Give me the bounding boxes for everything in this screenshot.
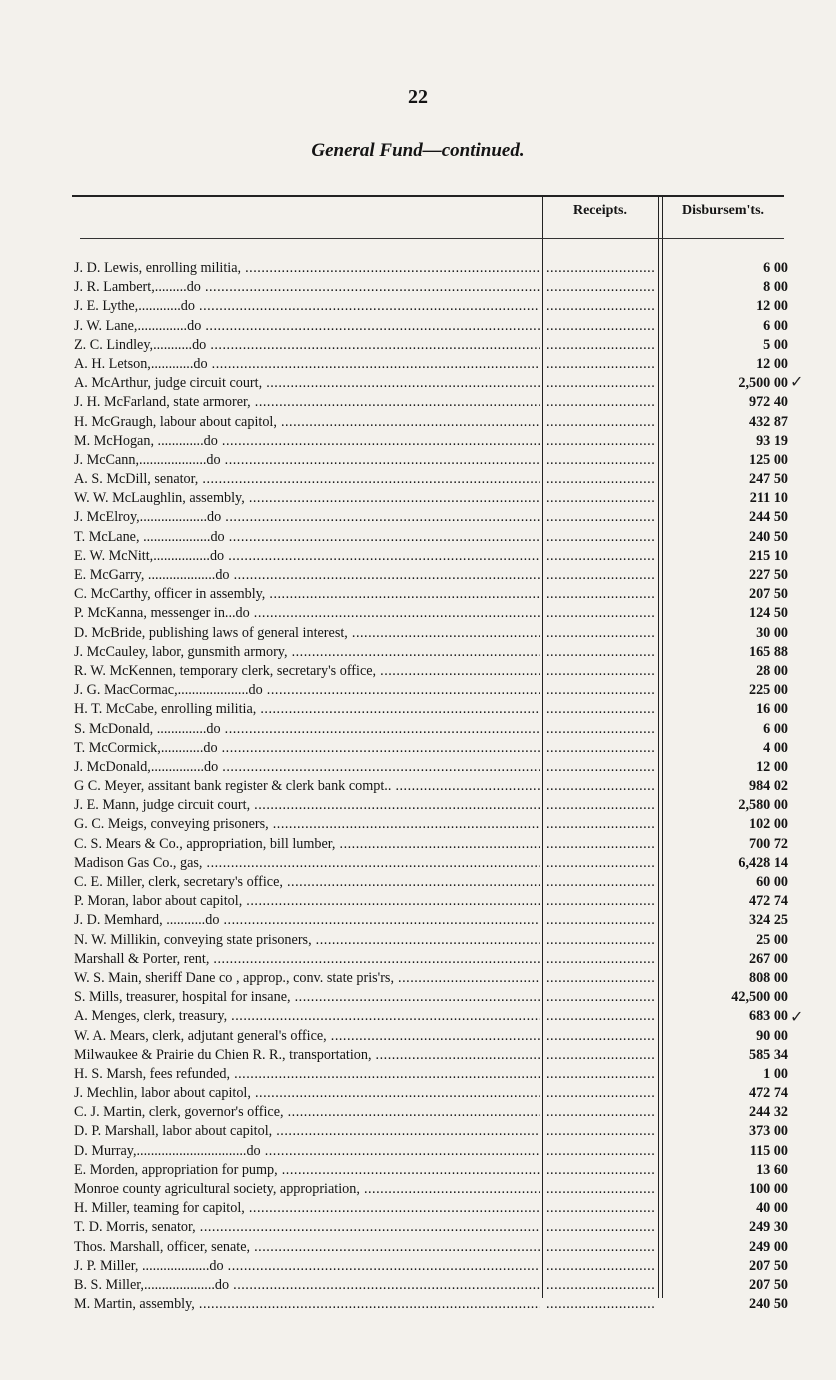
disbursement-amount: 100 00 bbox=[748, 1181, 788, 1197]
receipts-cell bbox=[546, 1295, 656, 1314]
table-row bbox=[0, 911, 836, 930]
payee-name: H. McGraugh, labour about capitol, ..... bbox=[74, 413, 540, 432]
table-row bbox=[0, 681, 836, 700]
receipts-cell bbox=[546, 317, 656, 336]
receipts-cell bbox=[546, 854, 656, 873]
payee-name: J. P. Miller, ...................do ..... bbox=[74, 1257, 540, 1276]
receipts-cell bbox=[546, 297, 656, 316]
payee-name: D. McBride, publishing laws of general interest, ..... bbox=[74, 624, 540, 643]
payee-name: S. McDonald, ..............do ..... bbox=[74, 720, 540, 739]
receipts-cell bbox=[546, 892, 656, 911]
payee-name: M. Martin, assembly, ..... bbox=[74, 1295, 540, 1314]
table-row bbox=[0, 1084, 836, 1103]
disbursement-amount: 211 10 bbox=[749, 490, 788, 507]
table-row bbox=[0, 1027, 836, 1046]
payee-name: S. Mills, treasurer, hospital for insane, ..... bbox=[74, 988, 540, 1007]
disbursement-amount: 90 00 bbox=[756, 1027, 788, 1044]
receipts-cell bbox=[546, 950, 656, 969]
payee-name: C. S. Mears & Co., appropriation, bill lumber, ..... bbox=[74, 835, 540, 854]
payee-name: N. W. Millikin, conveying state prisoners, ..... bbox=[74, 931, 540, 950]
receipts-cell bbox=[546, 566, 656, 585]
table-row bbox=[0, 950, 836, 969]
payee-name: G. C. Meigs, conveying prisoners, ..... bbox=[74, 815, 540, 834]
disbursement-amount: 432 87 bbox=[748, 413, 788, 430]
payee-name: Z. C. Lindley,...........do ..... bbox=[74, 336, 540, 355]
table-row bbox=[0, 508, 836, 527]
receipts-cell bbox=[546, 489, 656, 508]
disbursement-amount: 373 00 bbox=[748, 1123, 788, 1140]
table-top-rule bbox=[72, 195, 784, 197]
payee-name: E. McGarry, ...................do ..... bbox=[74, 566, 540, 585]
payee-name: C. McCarthy, officer in assembly, ..... bbox=[74, 585, 540, 604]
receipts-cell bbox=[546, 873, 656, 892]
payee-name: J. H. McFarland, state armorer, ..... bbox=[74, 393, 540, 412]
table-row bbox=[0, 700, 836, 719]
disbursement-amount: 225 00 bbox=[748, 682, 788, 699]
receipts-cell bbox=[546, 643, 656, 662]
disbursement-amount: 40 00 bbox=[756, 1200, 788, 1217]
disbursement-amount: 240 50 bbox=[748, 1296, 788, 1313]
disbursement-amount: 12 00 bbox=[756, 355, 788, 372]
receipts-cell bbox=[546, 336, 656, 355]
table-row bbox=[0, 1257, 836, 1276]
payee-name: A. H. Letson,............do ..... bbox=[74, 355, 540, 374]
receipts-cell bbox=[546, 758, 656, 777]
table-row bbox=[0, 835, 836, 854]
table-row bbox=[0, 297, 836, 316]
disbursement-amount: 5 00 bbox=[763, 336, 788, 353]
table-row bbox=[0, 374, 836, 393]
receipts-cell bbox=[546, 988, 656, 1007]
disbursement-amount: 165 88 bbox=[748, 643, 788, 660]
receipts-cell bbox=[546, 547, 656, 566]
table-row bbox=[0, 796, 836, 815]
disbursement-amount: 16 00 bbox=[756, 701, 788, 718]
disbursement-amount: 8 00 bbox=[763, 279, 788, 296]
payee-name: M. McHogan, .............do ..... bbox=[74, 432, 540, 451]
disbursement-amount: 207 50 bbox=[748, 586, 788, 603]
payee-name: T. D. Morris, senator, ..... bbox=[74, 1218, 540, 1237]
receipts-cell bbox=[546, 1084, 656, 1103]
disbursement-amount: 42,500 00 bbox=[731, 989, 788, 1006]
disbursement-amount: 244 50 bbox=[748, 509, 788, 526]
receipts-cell bbox=[546, 432, 656, 451]
table-row bbox=[0, 1276, 836, 1295]
receipts-cell bbox=[546, 969, 656, 988]
table-row bbox=[0, 873, 836, 892]
disbursement-amount: 700 72 bbox=[748, 835, 788, 852]
table-header-rule bbox=[80, 238, 784, 239]
table-row bbox=[0, 393, 836, 412]
disbursement-amount: 207 50 bbox=[748, 1276, 788, 1293]
receipts-cell bbox=[546, 1065, 656, 1084]
receipts-cell bbox=[546, 585, 656, 604]
table-row bbox=[0, 931, 836, 950]
payee-name: Madison Gas Co., gas, ..... bbox=[74, 854, 540, 873]
disbursement-amount: 102 00 bbox=[748, 816, 788, 833]
payee-name: D. P. Marshall, labor about capitol, ..... bbox=[74, 1122, 540, 1141]
receipts-cell bbox=[546, 1161, 656, 1180]
receipts-cell bbox=[546, 1103, 656, 1122]
table-row bbox=[0, 566, 836, 585]
disbursement-amount: 267 00 bbox=[748, 950, 788, 967]
payee-name: J. Mechlin, labor about capitol, ..... bbox=[74, 1084, 540, 1103]
receipts-cell bbox=[546, 393, 656, 412]
payee-name: A. S. McDill, senator, ..... bbox=[74, 470, 540, 489]
payee-name: T. McLane, ...................do ..... bbox=[74, 528, 540, 547]
receipts-cell bbox=[546, 624, 656, 643]
table-row bbox=[0, 413, 836, 432]
payee-name: J. D. Memhard, ...........do ..... bbox=[74, 911, 540, 930]
payee-name: J. E. Mann, judge circuit court, ..... bbox=[74, 796, 540, 815]
disbursement-amount: 93 19 bbox=[756, 432, 788, 449]
receipts-cell bbox=[546, 815, 656, 834]
payee-name: Milwaukee & Prairie du Chien R. R., transportation, ..... bbox=[74, 1046, 540, 1065]
check-mark-icon: ✓ bbox=[790, 1009, 804, 1026]
receipts-cell bbox=[546, 1122, 656, 1141]
payee-name: G C. Meyer, assitant bank register & clerk bank compt.. ..... bbox=[74, 777, 540, 796]
payee-name: P. Moran, labor about capitol, ..... bbox=[74, 892, 540, 911]
payee-name: E. W. McNitt,................do ..... bbox=[74, 547, 540, 566]
receipts-cell bbox=[546, 451, 656, 470]
table-row bbox=[0, 854, 836, 873]
table-row bbox=[0, 1103, 836, 1122]
receipts-cell bbox=[546, 355, 656, 374]
disbursement-amount: 30 00 bbox=[756, 624, 788, 641]
table-row bbox=[0, 547, 836, 566]
table-row bbox=[0, 988, 836, 1007]
receipts-cell bbox=[546, 1257, 656, 1276]
payee-name: J. McCauley, labor, gunsmith armory, ..... bbox=[74, 643, 540, 662]
disbursement-amount: 683 00 bbox=[748, 1008, 788, 1025]
payee-name: Marshall & Porter, rent, ..... bbox=[74, 950, 540, 969]
table-row bbox=[0, 1218, 836, 1237]
disbursement-amount: 324 25 bbox=[748, 912, 788, 929]
disbursement-amount: 13 60 bbox=[756, 1161, 788, 1178]
receipts-column-header: Receipts. bbox=[572, 203, 628, 218]
receipts-cell bbox=[546, 700, 656, 719]
receipts-cell bbox=[546, 1027, 656, 1046]
table-row bbox=[0, 1295, 836, 1314]
table-row bbox=[0, 777, 836, 796]
table-row bbox=[0, 662, 836, 681]
payee-name: Thos. Marshall, officer, senate, ..... bbox=[74, 1238, 540, 1257]
payee-name: J. W. Lane,..............do ..... bbox=[74, 317, 540, 336]
receipts-cell bbox=[546, 1046, 656, 1065]
payee-name: W. W. McLaughlin, assembly, ..... bbox=[74, 489, 540, 508]
disbursement-amount: 28 00 bbox=[756, 662, 788, 679]
receipts-cell bbox=[546, 911, 656, 930]
disbursement-amount: 215 10 bbox=[748, 547, 788, 564]
table-row bbox=[0, 815, 836, 834]
disbursement-amount: 12 00 bbox=[756, 298, 788, 315]
disbursement-amount: 247 50 bbox=[748, 471, 788, 488]
payee-name: A. Menges, clerk, treasury, ..... bbox=[74, 1007, 540, 1026]
disbursement-amount: 25 00 bbox=[756, 931, 788, 948]
disbursement-amount: 115 00 bbox=[749, 1142, 788, 1159]
table-row bbox=[0, 739, 836, 758]
payee-name: J. G. MacCormac,....................do ..... bbox=[74, 681, 540, 700]
table-row bbox=[0, 1065, 836, 1084]
payee-name: H. Miller, teaming for capitol, ..... bbox=[74, 1199, 540, 1218]
receipts-cell bbox=[546, 1276, 656, 1295]
table-row bbox=[0, 489, 836, 508]
disbursement-amount: 240 50 bbox=[748, 528, 788, 545]
table-row bbox=[0, 355, 836, 374]
disbursement-amount: 60 00 bbox=[756, 874, 788, 890]
table-row bbox=[0, 969, 836, 988]
disbursement-amount: 249 30 bbox=[748, 1219, 788, 1236]
table-row bbox=[0, 317, 836, 336]
payee-name: R. W. McKennen, temporary clerk, secretary's office, ..... bbox=[74, 662, 540, 681]
disbursement-amount: 227 50 bbox=[748, 567, 788, 583]
disbursement-amount: 207 50 bbox=[748, 1257, 788, 1274]
disbursement-amount: 972 40 bbox=[748, 394, 788, 411]
receipts-cell bbox=[546, 1007, 656, 1026]
payee-name: J. D. Lewis, enrolling militia, ..... bbox=[74, 259, 540, 278]
disbursement-amount: 125 00 bbox=[748, 451, 788, 468]
payee-name: D. Murray,...............................do ..... bbox=[74, 1142, 540, 1161]
disbursement-amount: 984 02 bbox=[748, 778, 788, 795]
table-row bbox=[0, 1161, 836, 1180]
disbursement-amount: 1 00 bbox=[763, 1065, 788, 1082]
receipts-cell bbox=[546, 1199, 656, 1218]
payee-name: E. Morden, appropriation for pump, ..... bbox=[74, 1161, 540, 1180]
payee-name: J. R. Lambert,.........do ..... bbox=[74, 278, 540, 297]
payee-name: W. S. Main, sheriff Dane co , approp., conv. state pris'rs, ..... bbox=[74, 969, 540, 988]
disbursement-amount: 472 74 bbox=[748, 1085, 788, 1102]
payee-name: C. E. Miller, clerk, secretary's office, ..... bbox=[74, 873, 540, 892]
receipts-cell bbox=[546, 1218, 656, 1237]
page-title: General Fund—continued. bbox=[311, 140, 525, 161]
table-row bbox=[0, 1007, 836, 1026]
receipts-cell bbox=[546, 508, 656, 527]
payee-name: W. A. Mears, clerk, adjutant general's office, ..... bbox=[74, 1027, 540, 1046]
disbursement-amount: 4 00 bbox=[763, 739, 788, 756]
table-row bbox=[0, 643, 836, 662]
receipts-cell bbox=[546, 278, 656, 297]
payee-name: J. McCann,...................do ..... bbox=[74, 451, 540, 470]
ledger-rows bbox=[0, 259, 836, 1314]
receipts-cell bbox=[546, 739, 656, 758]
payee-name: P. McKanna, messenger in...do ..... bbox=[74, 604, 540, 623]
table-row bbox=[0, 528, 836, 547]
table-row bbox=[0, 1199, 836, 1218]
table-row bbox=[0, 432, 836, 451]
receipts-cell bbox=[546, 835, 656, 854]
table-row bbox=[0, 1046, 836, 1065]
payee-name: C. J. Martin, clerk, governor's office, ..... bbox=[74, 1103, 540, 1122]
receipts-cell bbox=[546, 796, 656, 815]
disbursement-amount: 6,428 14 bbox=[738, 854, 788, 871]
table-row bbox=[0, 1180, 836, 1199]
disbursement-amount: 6 00 bbox=[763, 720, 788, 737]
disbursement-amount: 12 00 bbox=[756, 758, 788, 775]
payee-name: H. T. McCabe, enrolling militia, ..... bbox=[74, 700, 540, 719]
table-row bbox=[0, 259, 836, 278]
table-row bbox=[0, 604, 836, 623]
table-row bbox=[0, 1142, 836, 1161]
table-row bbox=[0, 720, 836, 739]
disbursement-amount: 808 00 bbox=[748, 969, 788, 986]
disbursement-amount: 6 00 bbox=[763, 317, 788, 334]
receipts-cell bbox=[546, 604, 656, 623]
payee-name: J. McElroy,...................do ..... bbox=[74, 508, 540, 527]
receipts-cell bbox=[546, 528, 656, 547]
receipts-cell bbox=[546, 777, 656, 796]
page-number: 22 bbox=[408, 86, 428, 108]
receipts-cell bbox=[546, 720, 656, 739]
payee-name: J. McDonald,...............do ..... bbox=[74, 758, 540, 777]
table-row bbox=[0, 1238, 836, 1257]
receipts-cell bbox=[546, 413, 656, 432]
table-row bbox=[0, 892, 836, 911]
table-row bbox=[0, 585, 836, 604]
check-mark-icon: ✓ bbox=[790, 374, 804, 391]
payee-name: J. E. Lythe,............do ..... bbox=[74, 297, 540, 316]
disbursement-amount: 472 74 bbox=[748, 893, 788, 910]
disbursement-amount: 124 50 bbox=[748, 605, 788, 622]
disbursement-amount: 244 32 bbox=[748, 1104, 788, 1121]
payee-name: Monroe county agricultural society, appropriation, ..... bbox=[74, 1180, 540, 1199]
payee-name: H. S. Marsh, fees refunded, ..... bbox=[74, 1065, 540, 1084]
receipts-cell bbox=[546, 1238, 656, 1257]
receipts-cell bbox=[546, 1180, 656, 1199]
table-row bbox=[0, 451, 836, 470]
payee-name: T. McCormick,............do ..... bbox=[74, 739, 540, 758]
disbursement-amount: 6 00 bbox=[763, 260, 788, 276]
payee-name: B. S. Miller,....................do ..... bbox=[74, 1276, 540, 1295]
table-row bbox=[0, 758, 836, 777]
payee-name: A. McArthur, judge circuit court, ..... bbox=[74, 374, 540, 393]
disbursement-amount: 2,580 00 bbox=[738, 797, 788, 814]
receipts-cell bbox=[546, 470, 656, 489]
disbursement-amount: 2,500 00 bbox=[738, 375, 788, 392]
table-row bbox=[0, 1122, 836, 1141]
table-row bbox=[0, 278, 836, 297]
disbursement-amount: 249 00 bbox=[748, 1238, 788, 1255]
disbursement-amount: 585 34 bbox=[748, 1046, 788, 1063]
table-row bbox=[0, 624, 836, 643]
receipts-cell bbox=[546, 931, 656, 950]
receipts-cell bbox=[546, 259, 656, 278]
table-row bbox=[0, 470, 836, 489]
receipts-cell bbox=[546, 1142, 656, 1161]
disbursements-column-header: Disbursem'ts. bbox=[681, 203, 765, 218]
receipts-cell bbox=[546, 374, 656, 393]
receipts-cell bbox=[546, 681, 656, 700]
table-row bbox=[0, 336, 836, 355]
receipts-cell bbox=[546, 662, 656, 681]
